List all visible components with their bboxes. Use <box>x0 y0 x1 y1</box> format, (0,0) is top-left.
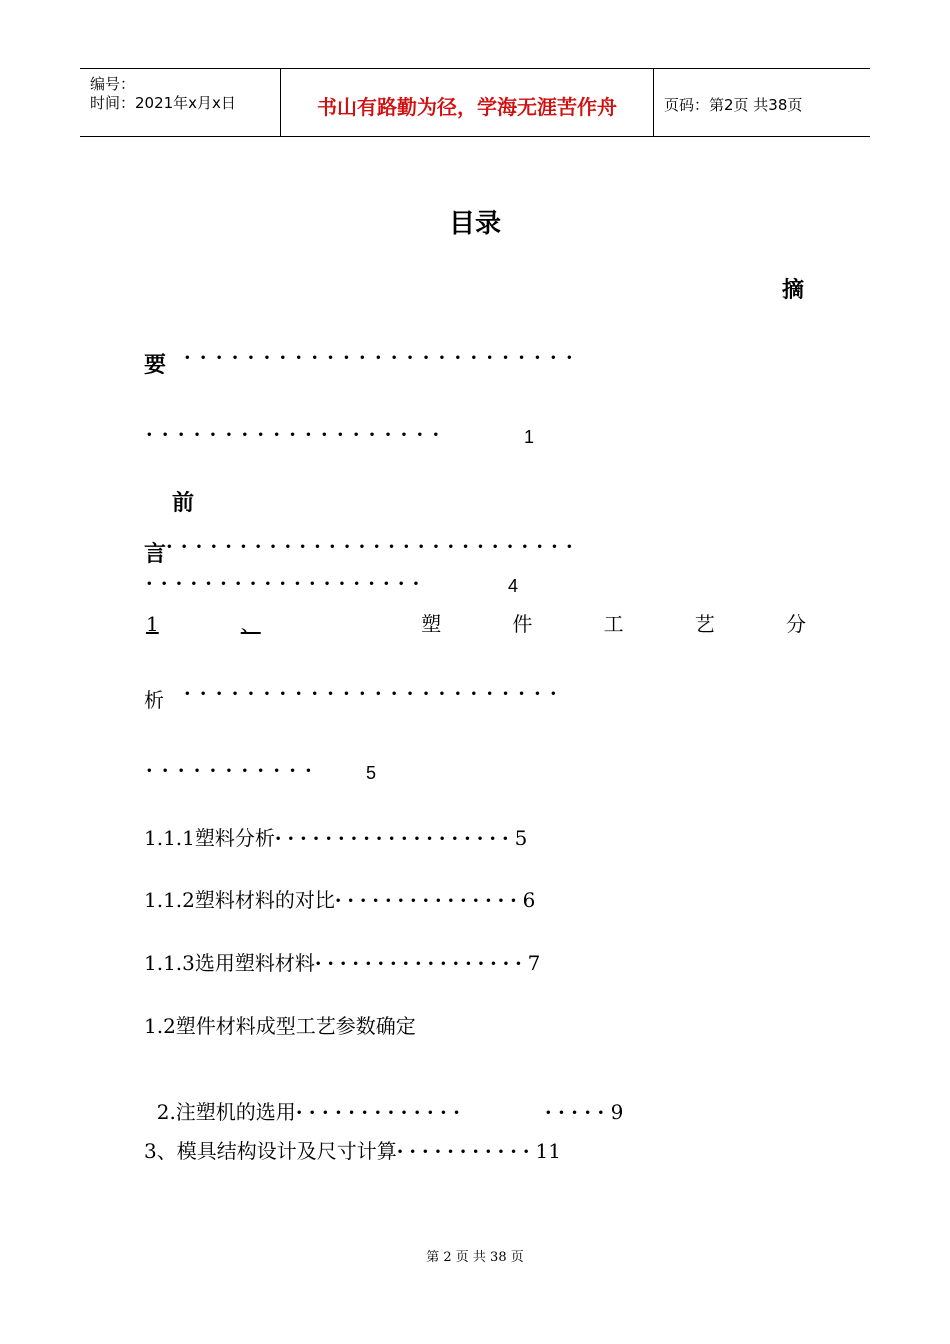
toc-sec1-leaders-2: ··········· <box>146 760 322 782</box>
toc-item <box>144 1072 623 1125</box>
toc-abstract-char2: 要 <box>144 353 167 378</box>
toc-preface-char2: 言 <box>144 542 167 567</box>
serial-label: 编号： <box>90 75 136 93</box>
toc-preface-char1: 前 <box>172 491 195 516</box>
page-title: 目录 <box>448 209 501 239</box>
toc-item-page: 7 <box>527 951 541 975</box>
toc-preface-page: 4 <box>508 576 519 596</box>
toc-sec1-char-last: 析 <box>144 688 164 712</box>
toc-item-text: 3、模具结构设计及尺寸计算 <box>144 1139 397 1163</box>
header-left-cell <box>80 69 281 136</box>
toc-item <box>144 822 527 851</box>
toc-item-text: 2.注塑机的选用 <box>156 1100 296 1124</box>
toc-sec1-char: 艺 <box>694 612 715 636</box>
page-info: 页码：第2页 共38页 <box>664 96 803 114</box>
toc-abstract-page: 1 <box>524 427 535 447</box>
motto: 书山有路勤为径，学海无涯苦作舟 <box>317 95 617 119</box>
toc-item <box>144 947 540 976</box>
toc-preface-leaders-2: ··················· <box>146 573 428 595</box>
toc-sec1-char: 件 <box>512 612 533 636</box>
toc-sec1-leaders: ························ <box>184 683 566 705</box>
header-right-cell <box>654 69 870 136</box>
toc-abstract-leaders: ························· <box>184 347 582 369</box>
toc-item-text: 1.1.2塑料材料的对比 <box>144 888 335 912</box>
toc-item <box>144 1135 561 1164</box>
toc-item-page: 6 <box>522 888 536 912</box>
toc-item-leaders: ··········· <box>396 1141 536 1163</box>
toc-sec1-heading <box>146 608 806 637</box>
toc-sec1-char: 工 <box>603 612 624 636</box>
toc-item-text: 1.2塑件材料成型工艺参数确定 <box>144 1014 416 1038</box>
toc-item-text: 1.1.3选用塑料材料 <box>144 951 315 975</box>
toc-item <box>144 1010 416 1039</box>
toc-item-leaders: ··············· <box>334 890 523 912</box>
toc-item-leaders: ············· ····· <box>295 1102 611 1124</box>
toc-item-leaders: ················· <box>314 953 528 975</box>
time-label: 时间：2021年x月x日 <box>90 94 236 112</box>
page-header <box>80 68 870 137</box>
toc-preface-leaders: ···························· <box>166 536 581 558</box>
toc-sec1-number: 1 、 <box>146 612 261 636</box>
toc-item-page: 11 <box>535 1139 561 1163</box>
toc-item-text: 1.1.1塑料分析 <box>144 826 275 850</box>
toc-item-page: 9 <box>610 1100 624 1124</box>
toc-sec1-page: 5 <box>366 763 377 783</box>
toc-item-page: 5 <box>514 826 528 850</box>
toc-item <box>144 884 535 913</box>
header-middle-cell <box>281 69 654 136</box>
toc-sec1-char: 分 <box>785 612 806 636</box>
toc-item-leaders: ··················· <box>274 828 515 850</box>
page-footer: 第 2 页 共 38 页 <box>426 1250 524 1265</box>
toc-abstract-char1: 摘 <box>782 278 805 303</box>
toc-sec1-char: 塑 <box>421 612 442 636</box>
toc-abstract-leaders-2: ··················· <box>146 424 449 446</box>
